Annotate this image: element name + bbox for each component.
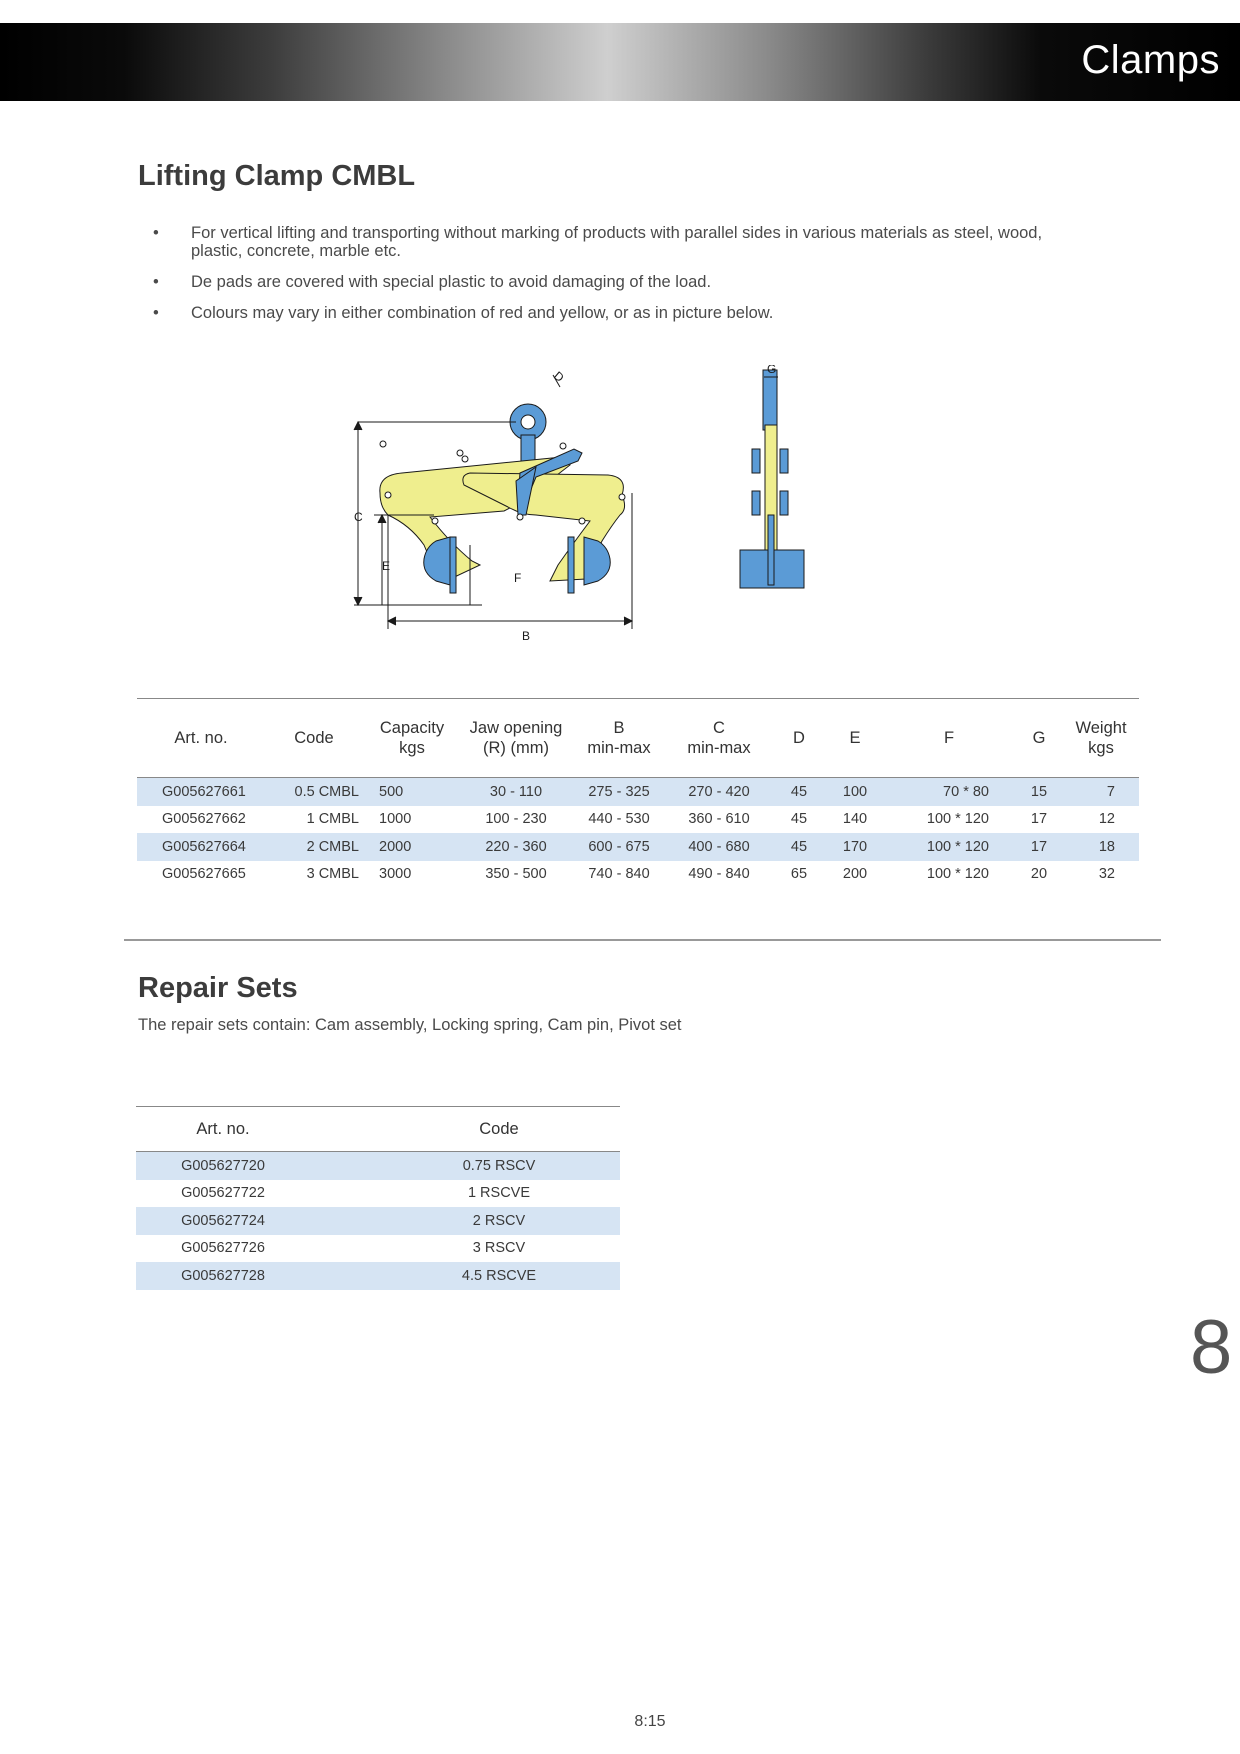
label-c: C [354, 510, 363, 524]
product-title: Lifting Clamp CMBL [138, 160, 416, 192]
col-art-no: Art. no. [137, 699, 265, 778]
table-row: G005627665 3 CMBL 3000 350 - 500 740 - 840 490 - 840 65 200 100 * 120 20 32 [162, 866, 1115, 883]
col-d: D [771, 699, 827, 778]
table-row: G005627726 3 RSCV [181, 1240, 526, 1257]
col-art-no: Art. no. [136, 1107, 310, 1152]
repair-description: The repair sets contain: Cam assembly, Locking spring, Cam pin, Pivot set [138, 1016, 682, 1034]
label-f: F [514, 571, 522, 585]
table-row: G005627722 1 RSCVE [181, 1185, 531, 1202]
feature-item: • De pads are covered with special plastic to avoid damaging of the load. [153, 273, 712, 291]
col-jaw-opening: Jaw opening (R) (mm) [461, 699, 571, 778]
label-b: B [522, 629, 531, 643]
bullet-icon: • [153, 273, 159, 291]
table-row: G005627724 2 RSCV [136, 1207, 620, 1235]
bullet-icon: • [153, 304, 159, 322]
col-weight: Weight kgs [1063, 699, 1139, 778]
label-d: D [551, 368, 567, 385]
col-g: G [1015, 699, 1063, 778]
col-e: E [827, 699, 883, 778]
table-row: G005627728 4.5 RSCVE [136, 1262, 620, 1290]
section-title: Clamps [1081, 38, 1220, 82]
col-code: Code [310, 1107, 620, 1152]
table-row: G005627664 2 CMBL 2000 220 - 360 600 - 675 400 - 680 45 170 100 * 120 17 18 [137, 833, 1139, 861]
clamp-side-view [740, 370, 804, 588]
repair-header-row [136, 1107, 620, 1152]
table-row: G005627720 0.75 RSCV [136, 1152, 620, 1180]
col-code: Code [265, 699, 363, 778]
label-e: E [382, 559, 391, 573]
header-band [0, 23, 1240, 101]
repair-table [136, 1106, 620, 1290]
repair-title: Repair Sets [138, 972, 298, 1004]
feature-item: • For vertical lifting and transporting without marking of products with parallel sides in various materials as steel, wood, plastic, concrete, marble etc. [153, 224, 1043, 260]
col-f: F [883, 699, 1015, 778]
feature-item: • Colours may vary in either combination of red and yellow, or as in picture below. [153, 304, 774, 322]
col-c: C min-max [667, 699, 771, 778]
chapter-number: 8 [1190, 1305, 1233, 1390]
table-row: G005627662 1 CMBL 1000 100 - 230 440 - 530 360 - 610 45 140 100 * 120 17 12 [162, 811, 1115, 828]
section-divider [124, 939, 1161, 941]
spec-table [137, 698, 1139, 888]
spec-header-row [137, 699, 1139, 778]
bullet-icon: • [153, 224, 159, 242]
table-row: G005627661 0.5 CMBL 500 30 - 110 275 - 325 270 - 420 45 100 70 * 80 15 7 [137, 778, 1139, 806]
clamp-diagram [340, 365, 820, 655]
clamp-front-view [380, 404, 625, 593]
col-b: B min-max [571, 699, 667, 778]
page-number: 8:15 [634, 1713, 666, 1730]
label-g: G [767, 365, 777, 376]
feature-list [150, 224, 1080, 335]
col-capacity: Capacity kgs [363, 699, 461, 778]
